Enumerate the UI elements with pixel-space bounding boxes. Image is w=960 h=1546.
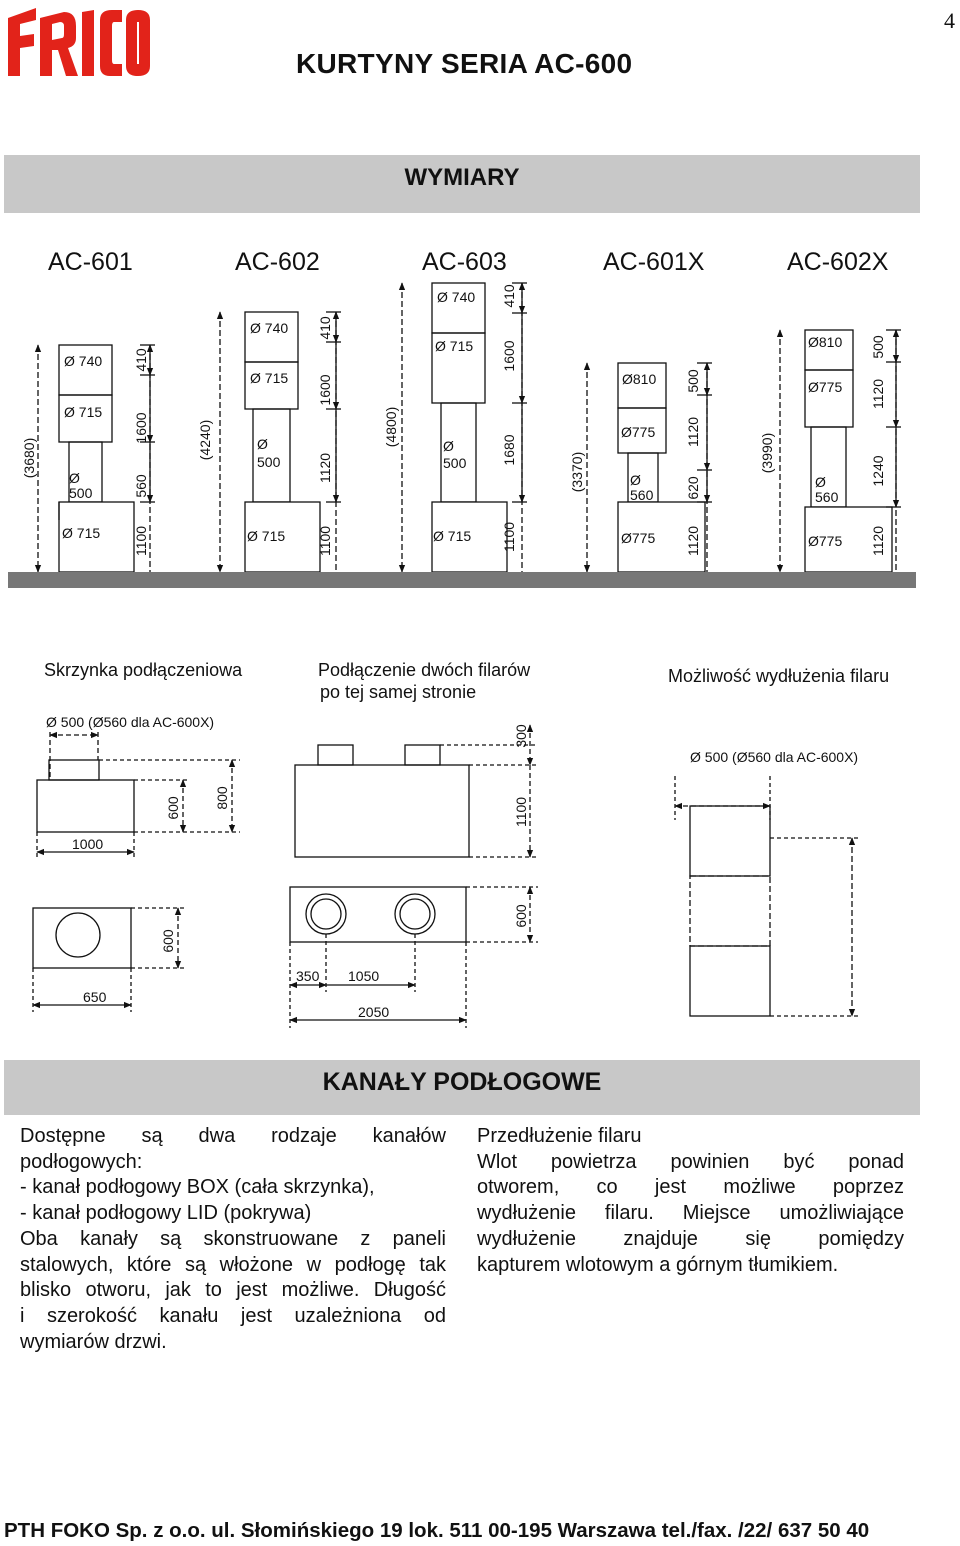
model-title-ac602x: AC-602X bbox=[787, 248, 889, 276]
ac601-total: (3680) bbox=[21, 437, 37, 479]
ac602x-neck-dia-sym: Ø bbox=[815, 474, 826, 490]
ac602x-mid-dia: Ø775 bbox=[808, 379, 843, 395]
model-title-ac602: AC-602 bbox=[235, 248, 320, 276]
ac602-h-mid: 1600 bbox=[317, 374, 333, 406]
junction-box-w: 1000 bbox=[72, 836, 104, 852]
ac602-top-dia: Ø 740 bbox=[250, 320, 289, 336]
ac601x-neck-dia-val: 560 bbox=[630, 487, 654, 503]
paragraph-line: blisko otworu, jak to jest możliwe. Długość bbox=[20, 1279, 446, 1302]
ac601-mid-dia: Ø 715 bbox=[64, 404, 103, 420]
ac603-base-dia: Ø 715 bbox=[433, 528, 472, 544]
paragraph-line: - kanał podłogowy BOX (cała skrzynka), bbox=[20, 1176, 375, 1199]
ac602-total: (4240) bbox=[197, 419, 213, 461]
two-pillars-off: 350 bbox=[296, 968, 320, 984]
ac601-h-neck: 560 bbox=[133, 474, 149, 498]
ac602-mid-dia: Ø 715 bbox=[250, 370, 289, 386]
ac603-h-base: 1100 bbox=[501, 521, 517, 553]
paragraph-line: stalowych, które są włożone w podłogę tak bbox=[20, 1253, 446, 1276]
frico-logo bbox=[6, 4, 152, 80]
paragraph-line: kapturem wlotowym a górnym tłumikiem. bbox=[477, 1253, 839, 1276]
ac602x-h-mid: 1120 bbox=[870, 378, 886, 410]
two-pillars-caption-1: Podłączenie dwóch filarów bbox=[318, 660, 531, 680]
ac603-mid-dia: Ø 715 bbox=[435, 338, 474, 354]
junction-box-caption: Skrzynka podłączeniowa bbox=[44, 660, 243, 680]
ac602-base-dia: Ø 715 bbox=[247, 528, 286, 544]
two-pillars-spacing: 1050 bbox=[348, 968, 380, 984]
ac603-h-top: 410 bbox=[501, 284, 517, 308]
paragraph-line: Wlot powietrza powinien być ponad bbox=[477, 1150, 904, 1173]
ac603-h-mid: 1600 bbox=[501, 340, 517, 372]
page-title: KURTYNY SERIA AC-600 bbox=[296, 48, 633, 79]
junction-box-plan-h: 600 bbox=[160, 929, 176, 953]
two-pillars-plan-h: 600 bbox=[513, 904, 529, 928]
ac601-neck-dia-val: 500 bbox=[69, 485, 93, 501]
page-number: 4 bbox=[944, 8, 955, 33]
ac602x-base-dia: Ø775 bbox=[808, 533, 843, 549]
ac601-h-base: 1100 bbox=[133, 525, 149, 557]
paragraph-line: podłogowych: bbox=[20, 1150, 143, 1173]
ac601x-base-dia: Ø775 bbox=[621, 530, 656, 546]
ac601-top-dia: Ø 740 bbox=[64, 353, 103, 369]
ac601-h-top: 410 bbox=[133, 348, 149, 372]
junction-box-drawing bbox=[33, 732, 240, 1012]
extension-description bbox=[477, 1124, 904, 1278]
two-pillars-total: 2050 bbox=[358, 1004, 390, 1020]
model-title-ac603: AC-603 bbox=[422, 248, 507, 276]
extension-caption: Możliwość wydłużenia filaru bbox=[668, 666, 890, 686]
paragraph-line: wymiarów drzwi. bbox=[20, 1330, 167, 1353]
junction-box-h2: 800 bbox=[214, 786, 230, 810]
ac601-neck-dia-sym: Ø bbox=[69, 470, 80, 486]
paragraph-line: Dostępne są dwa rodzaje kanałów bbox=[20, 1125, 446, 1147]
dimension-drawing bbox=[0, 270, 960, 1050]
ac601x-total: (3370) bbox=[569, 451, 585, 493]
paragraph-heading: Przedłużenie filaru bbox=[477, 1125, 642, 1147]
ac601x-top-dia: Ø810 bbox=[622, 371, 657, 387]
ac603-total: (4800) bbox=[383, 406, 399, 448]
paragraph-line: wydłużenie filaru. Miejsce umożliwiające bbox=[477, 1202, 904, 1225]
model-title-ac601: AC-601 bbox=[48, 248, 133, 276]
ac602-h-base: 1100 bbox=[317, 525, 333, 557]
ac602x-h-top: 500 bbox=[870, 335, 886, 359]
ac602x-h-base: 1120 bbox=[870, 525, 886, 557]
ac601x-h-mid: 1120 bbox=[685, 416, 701, 448]
paragraph-line: - kanał podłogowy LID (pokrywa) bbox=[20, 1202, 312, 1225]
model-title-ac601x: AC-601X bbox=[603, 248, 705, 276]
section-heading-channels: KANAŁY PODŁOGOWE bbox=[322, 1068, 602, 1096]
ac601x-h-neck: 620 bbox=[685, 476, 701, 500]
ac603-h-neck: 1680 bbox=[501, 434, 517, 466]
two-pillars-drawing bbox=[290, 725, 538, 1028]
channels-description bbox=[20, 1124, 446, 1355]
ac602x-h-neck: 1240 bbox=[870, 455, 886, 487]
paragraph-line: i szerokość kanału jest uzależniona od bbox=[20, 1304, 446, 1327]
paragraph-line: Oba kanały są skonstruowane z paneli bbox=[20, 1227, 446, 1250]
paragraph-line: wydłużenie znajduje się pomiędzy bbox=[477, 1227, 904, 1250]
junction-box-h1: 600 bbox=[165, 796, 181, 820]
ac603-top-dia: Ø 740 bbox=[437, 289, 476, 305]
two-pillars-h-top: 300 bbox=[513, 724, 529, 748]
ac602x-neck-dia-val: 560 bbox=[815, 489, 839, 505]
ac602-h-top: 410 bbox=[317, 316, 333, 340]
footer-address: PTH FOKO Sp. z o.o. ul. Słomińskiego 19 lok. 511 00-195 Warszawa tel./fax. /22/ 637 50 40 bbox=[4, 1519, 870, 1542]
ac602x-total: (3990) bbox=[759, 432, 775, 474]
two-pillars-h-body: 1100 bbox=[513, 796, 529, 828]
two-pillars-caption-2: po tej samej stronie bbox=[320, 682, 477, 702]
ac601x-h-top: 500 bbox=[685, 369, 701, 393]
ac602-neck-dia-val: 500 bbox=[257, 454, 281, 470]
ac602x-top-dia: Ø810 bbox=[808, 334, 843, 350]
ac601-base-dia: Ø 715 bbox=[62, 525, 101, 541]
ac601x-mid-dia: Ø775 bbox=[621, 424, 656, 440]
ac602-h-neck: 1120 bbox=[317, 452, 333, 484]
section-heading-dimensions: WYMIARY bbox=[404, 164, 520, 191]
extension-dia-note: Ø 500 (Ø560 dla AC-600X) bbox=[690, 749, 859, 765]
ac602-neck-dia-sym: Ø bbox=[257, 436, 268, 452]
junction-box-plan-w: 650 bbox=[83, 989, 107, 1005]
extension-drawing bbox=[675, 776, 860, 1016]
ac603-neck-dia-sym: Ø bbox=[443, 438, 454, 454]
junction-box-dia-note: Ø 500 (Ø560 dla AC-600X) bbox=[46, 714, 215, 730]
paragraph-line: otworem, co jest możliwe poprzez bbox=[477, 1176, 904, 1199]
ac601-h-mid: 1600 bbox=[133, 412, 149, 444]
ac601x-h-base: 1120 bbox=[685, 525, 701, 557]
floor-line bbox=[8, 572, 916, 588]
ac603-neck-dia-val: 500 bbox=[443, 455, 467, 471]
ac601x-neck-dia-sym: Ø bbox=[630, 472, 641, 488]
